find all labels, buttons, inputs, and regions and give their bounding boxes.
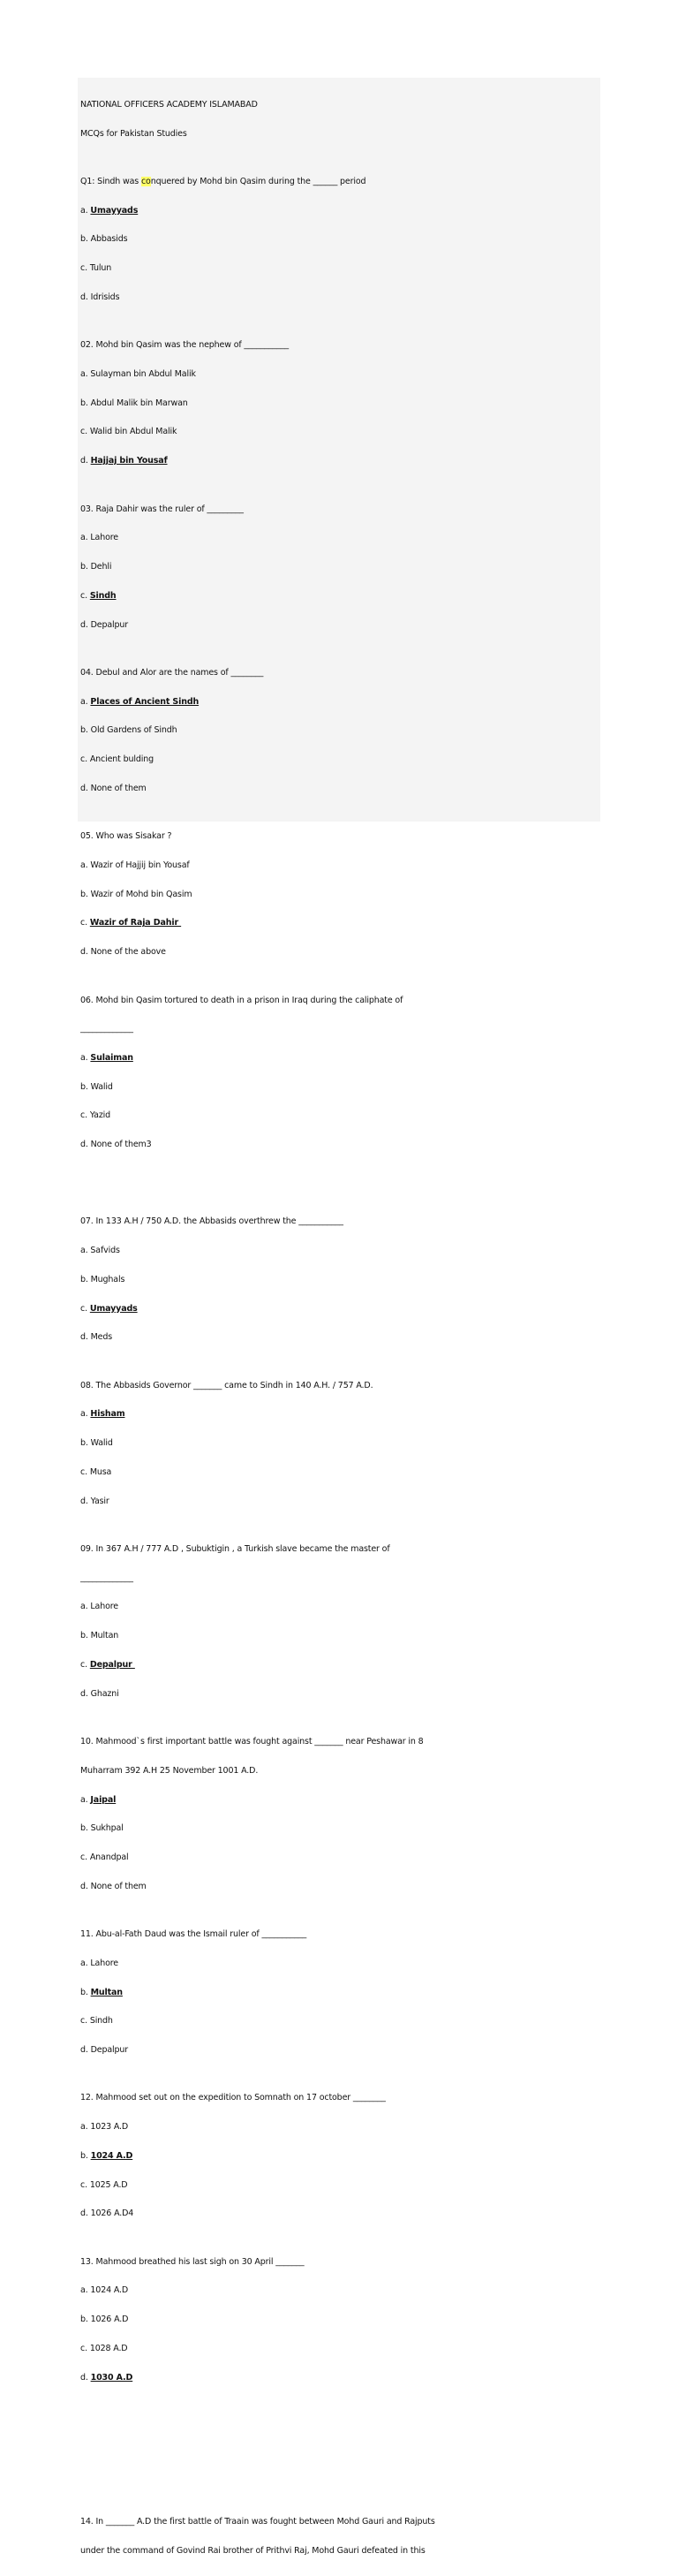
question-9: 09. In 367 A.H / 777 A.D , Subuktigin , a Turkish slave became the master of bbox=[80, 1544, 390, 1555]
q12-option-d: d. 1026 A.D4 bbox=[80, 2209, 134, 2219]
q2-option-d: d. Hajjaj bin Yousaf bbox=[80, 456, 168, 466]
q11-option-a: a. Lahore bbox=[80, 1958, 119, 1968]
question-7: 07. In 133 A.H / 750 A.D. the Abbasids overthrew the ___________ bbox=[80, 1216, 343, 1227]
q6-option-d: d. None of them3 bbox=[80, 1140, 152, 1150]
question-12: 12. Mahmood set out on the expedition to Somnath on 17 october ________ bbox=[80, 2093, 386, 2103]
question-5: 05. Who was Sisakar ? bbox=[80, 831, 172, 842]
blank-line bbox=[80, 2441, 598, 2451]
q7-option-a: a. Safvids bbox=[80, 1246, 120, 1256]
correct-answer: Wazir of Raja Dahir bbox=[89, 918, 182, 928]
q5-option-c: c. Wazir of Raja Dahir bbox=[80, 918, 182, 928]
q12-option-a: a. 1023 A.D bbox=[80, 2122, 129, 2133]
q10-option-c: c. Anandpal bbox=[80, 1852, 129, 1862]
correct-answer: 1030 A.D bbox=[90, 2372, 133, 2383]
q6-option-b: b. Walid bbox=[80, 1081, 113, 1092]
q4-option-d: d. None of them bbox=[80, 783, 147, 793]
q7-option-d: d. Meds bbox=[80, 1332, 113, 1343]
question-13: 13. Mahmood breathed his last sigh on 30 April _______ bbox=[80, 2256, 305, 2267]
q6-option-c: c. Yazid bbox=[80, 1110, 111, 1121]
q13-option-c: c. 1028 A.D bbox=[80, 2343, 128, 2353]
q7-option-b: b. Mughals bbox=[80, 1274, 125, 1284]
q8-option-b: b. Walid bbox=[80, 1438, 113, 1449]
q10-option-a: a. Jaipal bbox=[80, 1794, 117, 1805]
document-subtitle: MCQs for Pakistan Studies bbox=[80, 128, 187, 139]
question-6: 06. Mohd bin Qasim tortured to death in a prison in Iraq during the caliphate of bbox=[80, 995, 403, 1005]
blank-line bbox=[80, 2470, 598, 2480]
document-page bbox=[78, 78, 600, 2556]
correct-answer: Jaipal bbox=[90, 1794, 117, 1805]
question-10-continued: Muharram 392 A.H 25 November 1001 A.D. bbox=[80, 1765, 259, 1776]
correct-answer: Multan bbox=[90, 1987, 123, 1997]
question-8: 08. The Abbasids Governor _______ came to Sindh in 140 A.H. / 757 A.D. bbox=[80, 1380, 373, 1390]
q4-option-b: b. Old Gardens of Sindh bbox=[80, 725, 177, 736]
correct-answer: Sindh bbox=[89, 590, 117, 601]
q9-option-d: d. Ghazni bbox=[80, 1688, 119, 1699]
question-3: 03. Raja Dahir was the ruler of _________ bbox=[80, 504, 244, 514]
q3-option-a: a. Lahore bbox=[80, 533, 119, 543]
correct-answer: Places of Ancient Sindh bbox=[90, 696, 200, 707]
question-6-blank: _____________ bbox=[80, 1024, 133, 1034]
q2-option-b: b. Abdul Malik bin Marwan bbox=[80, 398, 188, 408]
q2-option-a: a. Sulayman bin Abdul Malik bbox=[80, 369, 196, 380]
question-9-blank: _____________ bbox=[80, 1572, 133, 1583]
q1-option-d: d. Idrisids bbox=[80, 292, 120, 302]
question-11: 11. Abu-al-Fath Daud was the Ismail ruler of ___________ bbox=[80, 1929, 307, 1940]
q8-option-d: d. Yasir bbox=[80, 1496, 109, 1506]
q1-option-a: a. Umayyads bbox=[80, 205, 139, 216]
q4-option-c: c. Ancient bulding bbox=[80, 754, 154, 765]
q2-option-c: c. Walid bin Abdul Malik bbox=[80, 427, 177, 437]
q4-option-a: a. Places of Ancient Sindh bbox=[80, 696, 200, 707]
correct-answer: Hajjaj bin Yousaf bbox=[90, 456, 168, 466]
q8-option-c: c. Musa bbox=[80, 1466, 112, 1477]
q3-option-d: d. Depalpur bbox=[80, 619, 129, 630]
q7-option-c: c. Umayyads bbox=[80, 1303, 138, 1314]
q5-option-a: a. Wazir of Hajjij bin Yousaf bbox=[80, 860, 190, 871]
question-14-continued: under the command of Govind Rai brother of Prithvi Raj, Mohd Gauri defeated in this bbox=[80, 2545, 426, 2556]
highlighted-text: co bbox=[140, 177, 151, 187]
q11-option-b: b. Multan bbox=[80, 1987, 123, 1997]
question-14: 14. In _______ A.D the first battle of Traain was fought between Mohd Gauri and Rajputs bbox=[80, 2517, 435, 2527]
correct-answer: Depalpur bbox=[89, 1659, 135, 1670]
correct-answer: Umayyads bbox=[90, 205, 139, 216]
correct-answer: 1024 A.D bbox=[90, 2150, 133, 2161]
blank-line bbox=[80, 1170, 598, 1179]
q9-option-c: c. Depalpur bbox=[80, 1659, 135, 1670]
q3-option-c: c. Sindh bbox=[80, 590, 117, 601]
q1-option-b: b. Abbasids bbox=[80, 234, 128, 245]
q10-option-d: d. None of them bbox=[80, 1881, 147, 1891]
q3-option-b: b. Dehli bbox=[80, 562, 112, 572]
q9-option-a: a. Lahore bbox=[80, 1602, 119, 1612]
q13-option-a: a. 1024 A.D bbox=[80, 2285, 129, 2296]
q5-option-b: b. Wazir of Mohd bin Qasim bbox=[80, 889, 192, 899]
q12-option-c: c. 1025 A.D bbox=[80, 2179, 128, 2190]
q8-option-a: a. Hisham bbox=[80, 1409, 125, 1420]
correct-answer: Hisham bbox=[90, 1409, 125, 1420]
q11-option-c: c. Sindh bbox=[80, 2016, 113, 2027]
correct-answer: Umayyads bbox=[89, 1303, 138, 1314]
question-10: 10. Mahmood`s first important battle was fought against _______ near Peshawar in 8 bbox=[80, 1737, 424, 1747]
question-2: 02. Mohd bin Qasim was the nephew of ___________ bbox=[80, 340, 290, 351]
q1-option-c: c. Tulun bbox=[80, 263, 112, 274]
q12-option-b: b. 1024 A.D bbox=[80, 2150, 133, 2161]
blank-line bbox=[80, 2412, 598, 2421]
q13-option-b: b. 1026 A.D bbox=[80, 2315, 129, 2325]
document-text bbox=[80, 81, 598, 2576]
q11-option-d: d. Depalpur bbox=[80, 2044, 129, 2055]
q9-option-b: b. Multan bbox=[80, 1631, 119, 1641]
q6-option-a: a. Sulaiman bbox=[80, 1053, 133, 1064]
question-4: 04. Debul and Alor are the names of ________ bbox=[80, 668, 264, 678]
q13-option-d: d. 1030 A.D bbox=[80, 2372, 133, 2383]
q10-option-b: b. Sukhpal bbox=[80, 1823, 124, 1834]
correct-answer: Sulaiman bbox=[90, 1053, 133, 1064]
document-title: NATIONAL OFFICERS ACADEMY ISLAMABAD bbox=[80, 99, 258, 110]
q5-option-d: d. None of the above bbox=[80, 947, 166, 958]
question-1: Q1: Sindh was conquered by Mohd bin Qasim during the ______ period bbox=[80, 177, 366, 187]
